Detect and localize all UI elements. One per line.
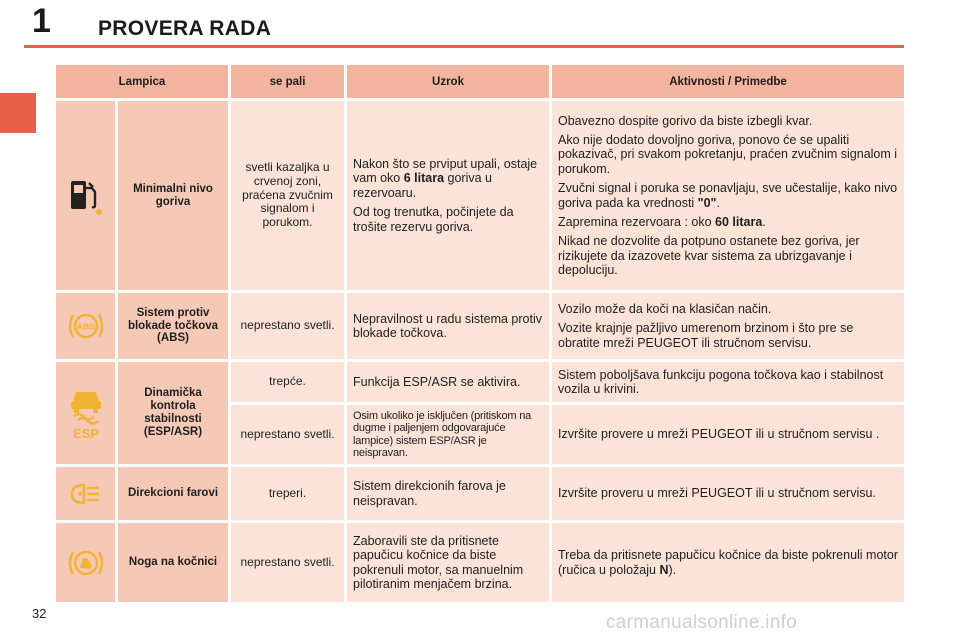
cause-abs: Nepravilnost u radu sistema protiv blokade točkova. [347,293,549,359]
low-fuel-icon [68,176,104,216]
chapter-number: 1 [32,2,51,40]
headlamp-icon-cell [56,467,115,520]
esp-icon-label: ESP [72,426,99,440]
watermark: carmanualsonline.info [606,612,798,633]
lamp-esp: Dinamička kontrola stabilnosti (ESP/ASR) [118,362,228,464]
action-fuel: Obavezno dospite gorivo da biste izbegli kvar. Ako nije dodato dovoljno goriva, ponovo će se upaliti pokazivač, pri svakom pokretanju, praćen zvučnim signalom i porukom. Zvučni signal i poruka se ponavljaju, sve učestalije, kako nivo goriva pada ka vrednosti "0". Zapremina rezervoara : oko 60 litara. Nikad ne dozvolite da potpuno ostanete bez goriva, jer rizikujete da izazovete kvar sistema za ubrizgavanje i depoluciju. [552,101,904,290]
fuel-icon-cell [56,101,115,290]
col-header-on: se pali [231,65,344,98]
esp-icon-cell [56,362,115,464]
chapter-tab [0,93,36,133]
on-brake: neprestano svetli. [231,523,344,602]
cause-headlamp: Sistem direkcionih farova je neispravan. [347,467,549,520]
header-rule [24,45,904,48]
on-abs: neprestano svetli. [231,293,344,359]
svg-text:ABS: ABS [76,321,95,332]
col-header-action: Aktivnosti / Primedbe [552,65,904,98]
lamp-brake: Noga na kočnici [118,523,228,602]
action-headlamp: Izvršite proveru u mreži PEUGEOT ili u stručnom servisu. [552,467,904,520]
cause-brake: Zaboravili ste da pritisnete papučicu kočnice da biste pokrenuli motor, sa manuelnim pilotiranim menjačem brzina. [347,523,549,602]
on-esp-flash: trepće. [231,362,344,402]
foot-on-brake-icon [65,546,107,580]
page-title: PROVERA RADA [98,17,272,40]
abs-icon-cell [56,293,115,359]
action-brake: Treba da pritisnete papučicu kočnice da biste pokrenuli motor (ručica u položaju N). [552,523,904,602]
col-header-cause: Uzrok [347,65,549,98]
cause-esp-steady: Osim ukoliko je isključen (pritiskom na dugme i paljenjem odgovarajuće lampice) sistem ESP/ASR je neispravan. [347,405,549,464]
col-header-lamp: Lampica [56,65,228,98]
lamp-headlamp: Direkcioni farovi [118,467,228,520]
action-abs: Vozilo može da koči na klasičan način. Vozite krajnje pažljivo umerenom brzinom i što pre se obratite mreži PEUGEOT ili stručnom servisu. [552,293,904,359]
page-number: 32 [32,606,47,621]
action-esp-steady: Izvršite provere u mreži PEUGEOT ili u stručnom servisu . [552,405,904,464]
cause-esp-flash: Funkcija ESP/ASR se aktivira. [347,362,549,402]
on-headlamp: treperi. [231,467,344,520]
lamp-fuel: Minimalni nivo goriva [118,101,228,290]
headlamp-fault-icon [66,480,106,508]
on-esp-steady: neprestano svetli. [231,405,344,464]
on-fuel: svetli kazaljka u crvenoj zoni, praćena zvučnim signalom i porukom. [231,101,344,290]
brake-icon-cell [56,523,115,602]
action-esp-flash: Sistem poboljšava funkciju pogona točkova kao i stabilnost vozila u krivini. [552,362,904,402]
esp-icon [66,386,106,440]
lamp-abs: Sistem protiv blokade točkova (ABS) [118,293,228,359]
abs-icon [65,309,107,343]
cause-fuel: Nakon što se prviput upali, ostaje vam oko 6 litara goriva u rezervoaru. Od tog trenutka, počinjete da trošite rezervu goriva. [347,101,549,290]
